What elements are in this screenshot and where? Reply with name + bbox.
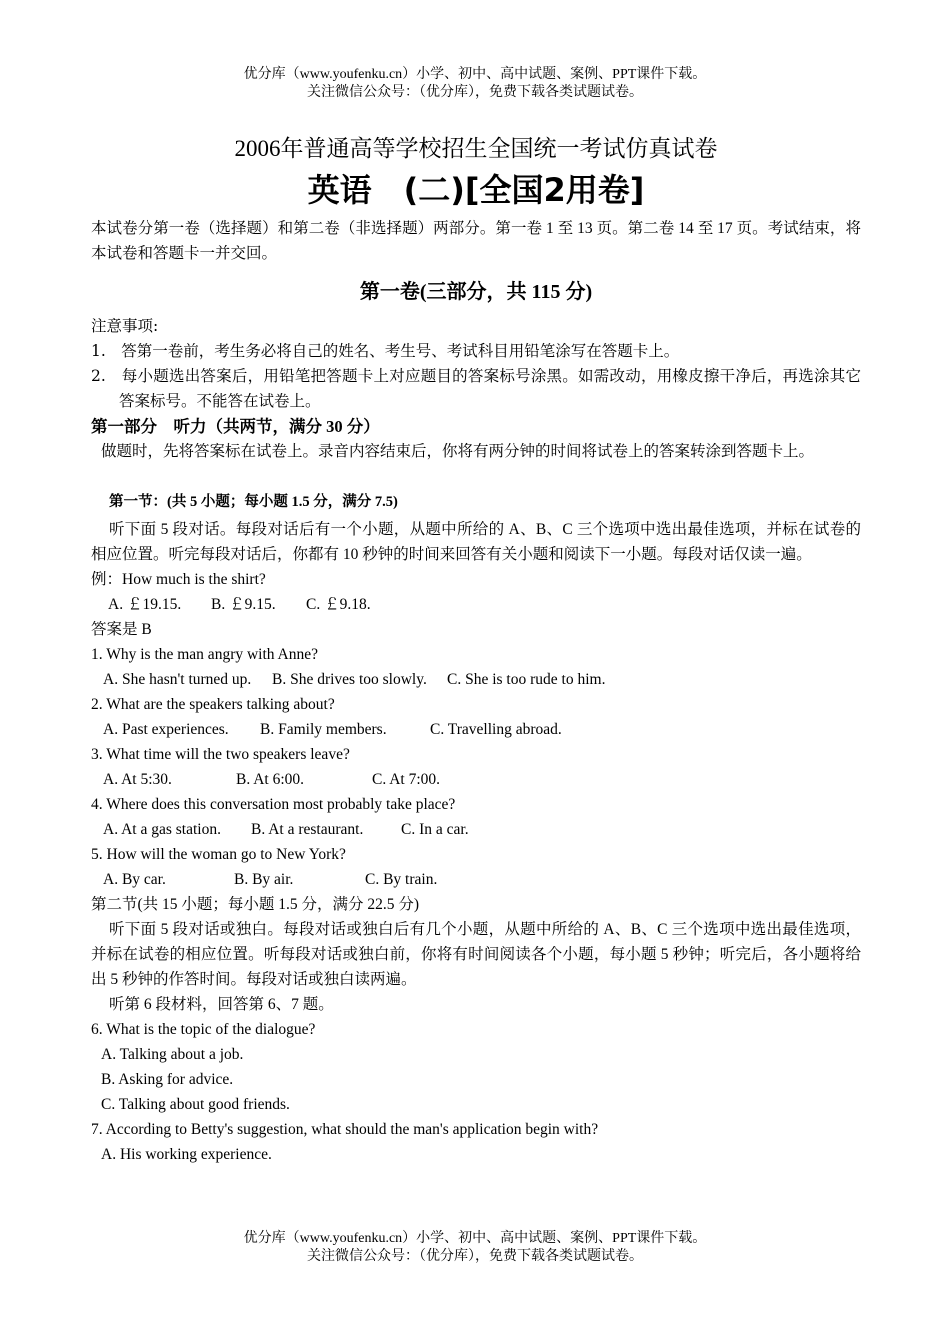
notes-item-1: 1. 答第一卷前，考生务必将自己的姓名、考生号、考试科目用铅笔涂写在答题卡上。 (91, 342, 680, 360)
option-b: B. By air. (234, 871, 294, 888)
question-2: 2. What are the speakers talking about? (91, 696, 335, 713)
question-6: 6. What is the topic of the dialogue? (91, 1021, 316, 1038)
question-2-options (91, 717, 861, 742)
question-3-options (91, 767, 861, 792)
page-header (0, 66, 950, 102)
exam-title: 2006年普通高等学校招生全国统一考试仿真试卷 (234, 136, 718, 161)
option-b: B. At a restaurant. (251, 821, 364, 838)
section2-instruction: 听下面 5 段对话或独白。每段对话或独白后有几个小题，从题中所给的 A、B、C 三个选项中选出最佳选项，并标在试卷的相应位置。听每段对话或独白前，你将有时间阅读各个小题，每小题 5 秒钟；听完后，各小题将给出 5 秒钟的作答时间。每段对话或独白读两遍。 (91, 921, 861, 988)
page-footer (0, 1230, 950, 1266)
question-6-option-a: A. Talking about a job. (101, 1046, 244, 1063)
example-option-c: C. ￡9.18. (306, 596, 371, 613)
example-options (91, 592, 861, 617)
footer-line-2: 关注微信公众号：（优分库），免费下载各类试题试卷。 (307, 1249, 643, 1264)
question-3: 3. What time will the two speakers leave? (91, 746, 350, 763)
question-6-option-b: B. Asking for advice. (101, 1071, 234, 1088)
question-1: 1. Why is the man angry with Anne? (91, 646, 319, 663)
section2-material: 听第 6 段材料，回答第 6、7 题。 (109, 996, 334, 1013)
question-7: 7. According to Betty's suggestion, what should the man's application begin with? (91, 1121, 599, 1138)
option-c: C. By train. (365, 871, 438, 888)
option-a: A. By car. (103, 871, 166, 888)
section1-heading: 第一节：(共 5 小题；每小题 1.5 分，满分 7.5) (109, 494, 398, 510)
footer-line-1: 优分库（www.youfenku.cn）小学、初中、高中试题、案例、PPT课件下载。 (243, 1231, 707, 1246)
option-c: C. In a car. (401, 821, 469, 838)
example-option-b: B. ￡9.15. (211, 596, 276, 613)
question-7-option-a: A. His working experience. (101, 1146, 272, 1163)
option-a: A. At a gas station. (103, 821, 221, 838)
exam-intro: 本试卷分第一卷（选择题）和第二卷（非选择题）两部分。第一卷 1 至 13 页。第二卷 14 至 17 页。考试结束，将本试卷和答题卡一并交回。 (91, 220, 861, 262)
part1-instruction: 做题时，先将答案标在试卷上。录音内容结束后，你将有两分钟的时间将试卷上的答案转涂到答题卡上。 (101, 442, 815, 460)
header-line-1: 优分库（www.youfenku.cn）小学、初中、高中试题、案例、PPT课件下载。 (243, 67, 707, 82)
section1-instruction: 听下面 5 段对话。每段对话后有一个小题，从题中所给的 A、B、C 三个选项中选出最佳选项，并标在试卷的相应位置。听完每段对话后，你都有 10 秒钟的时间来回答有关小题和阅读下一小题。每段对话仅读一遍。 (91, 521, 861, 563)
option-a: A. Past experiences. (103, 721, 229, 738)
question-6-option-c: C. Talking about good friends. (101, 1096, 290, 1113)
example-question: 例：How much is the shirt? (91, 571, 266, 588)
question-5-options (91, 867, 861, 892)
question-4-options (91, 817, 861, 842)
notes-item-2: 2. 每小题选出答案后，用铅笔把答题卡上对应题目的答案标号涂黑。如需改动，用橡皮擦干净后，再选涂其它答案标号。不能答在试卷上。 (91, 367, 861, 410)
exam-subject: 英语 (二)[全国2用卷] (307, 171, 645, 209)
header-line-2: 关注微信公众号：（优分库），免费下载各类试题试卷。 (307, 85, 643, 100)
example-answer: 答案是 B (91, 621, 152, 638)
part1-heading: 第一部分 听力（共两节，满分 30 分） (91, 417, 380, 436)
question-1-options (91, 667, 861, 692)
option-b: B. At 6:00. (236, 771, 305, 788)
option-a: A. At 5:30. (103, 771, 172, 788)
question-5: 5. How will the woman go to New York? (91, 846, 346, 863)
option-b: B. Family members. (260, 721, 387, 738)
section2-heading: 第二节(共 15 小题；每小题 1.5 分，满分 22.5 分) (91, 896, 420, 913)
question-4: 4. Where does this conversation most probably take place? (91, 796, 456, 813)
option-c: C. She is too rude to him. (447, 671, 606, 688)
option-a: A. She hasn't turned up. (103, 671, 252, 688)
option-c: C. Travelling abroad. (430, 721, 562, 738)
exam-body (91, 134, 861, 1167)
notes-block (91, 314, 861, 414)
option-c: C. At 7:00. (372, 771, 441, 788)
option-b: B. She drives too slowly. (272, 671, 427, 688)
volume-title: 第一卷(三部分，共 115 分) (359, 281, 593, 303)
example-option-a: A. ￡19.15. (108, 596, 182, 613)
notes-heading: 注意事项: (91, 317, 159, 335)
